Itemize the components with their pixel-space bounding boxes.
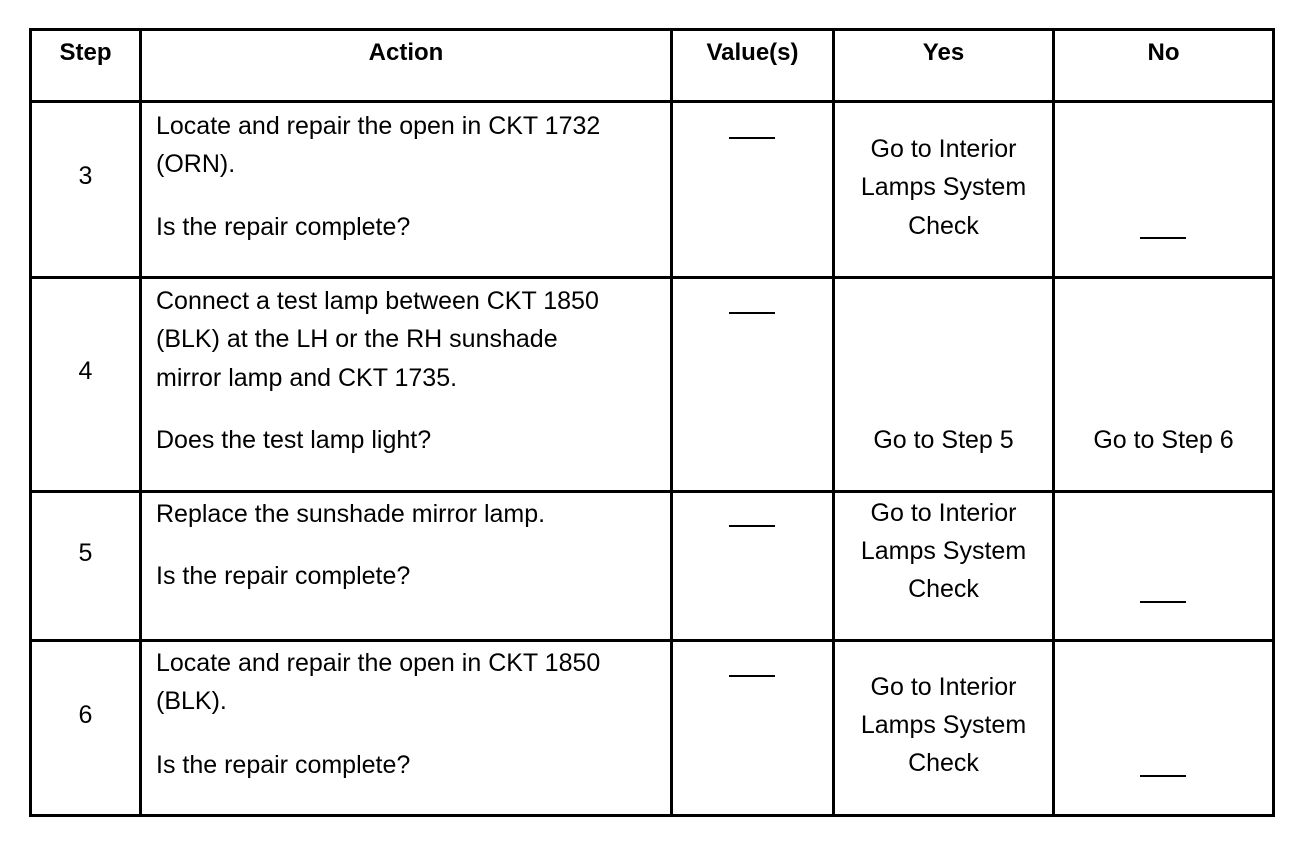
header-values: Value(s) [706,39,799,66]
yes-text: Go to Interior [870,499,1017,527]
action-question: Is the repair complete? [156,562,411,590]
action-text: Locate and repair the open in CKT 1732 [156,112,601,140]
header-step: Step [59,39,112,66]
yes-text: Check [908,749,979,777]
yes-text: Check [908,575,979,603]
no-blank [1140,237,1186,239]
action-text: (BLK). [156,687,227,715]
action-question: Is the repair complete? [156,751,411,779]
step-number: 5 [78,539,93,567]
action-text: Connect a test lamp between CKT 1850 [156,287,599,315]
yes-text: Lamps System [860,537,1027,565]
table-border-top [29,28,1275,31]
no-text: Go to Step 6 [1093,426,1234,454]
table-border-right [1272,28,1275,817]
column-divider [139,28,142,817]
yes-text: Check [908,212,979,240]
step-number: 4 [78,357,93,385]
action-question: Is the repair complete? [156,213,411,241]
row-divider [29,639,1275,642]
value-blank [729,525,775,527]
value-blank [729,312,775,314]
no-blank [1140,601,1186,603]
table-border-bottom [29,814,1275,817]
header-action: Action [368,39,444,66]
value-blank [729,137,775,139]
row-divider [29,490,1275,493]
yes-text: Go to Interior [870,673,1017,701]
column-divider [670,28,673,817]
yes-text: Go to Interior [870,135,1017,163]
yes-text: Go to Step 5 [873,426,1014,454]
action-text: (ORN). [156,150,236,178]
action-question: Does the test lamp light? [156,426,432,454]
row-divider [29,276,1275,279]
action-text: Locate and repair the open in CKT 1850 [156,649,601,677]
header-no: No [1147,39,1180,66]
step-number: 3 [78,162,93,190]
step-number: 6 [78,701,93,729]
header-yes: Yes [922,39,965,66]
action-text: (BLK) at the LH or the RH sunshade [156,325,558,353]
yes-text: Lamps System [860,711,1027,739]
value-blank [729,675,775,677]
no-blank [1140,775,1186,777]
action-text: Replace the sunshade mirror lamp. [156,500,546,528]
action-text: mirror lamp and CKT 1735. [156,364,458,392]
row-divider [29,100,1275,103]
yes-text: Lamps System [860,173,1027,201]
